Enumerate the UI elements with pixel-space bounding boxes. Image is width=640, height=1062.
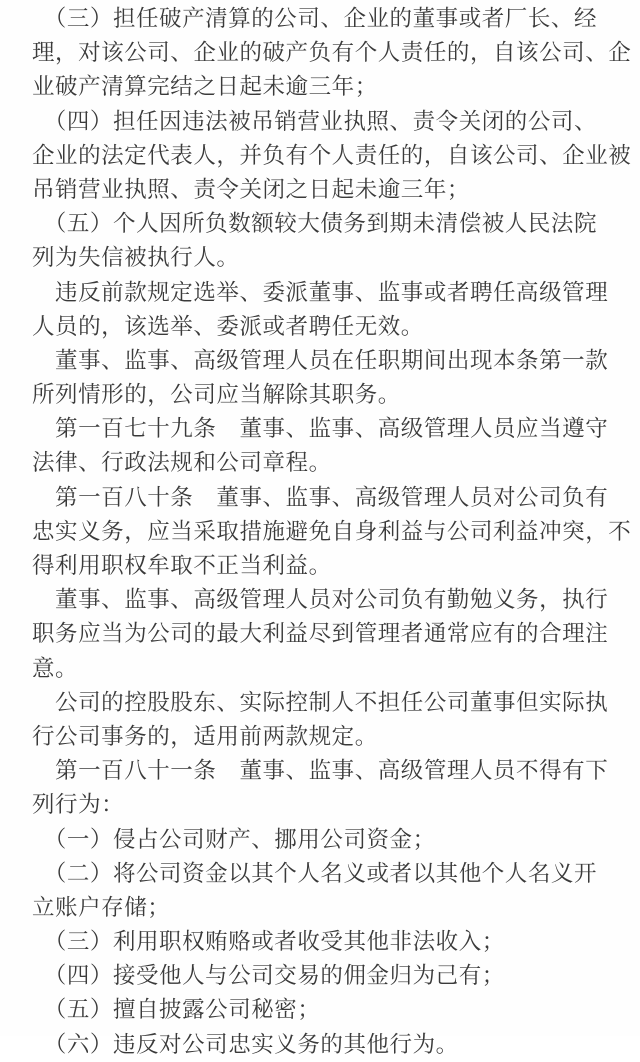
text-line: 企业的法定代表人，并负有个人责任的，自该公司、企业被 xyxy=(32,142,632,169)
text-line: （四）接受他人与公司交易的佣金归为己有； xyxy=(32,963,505,990)
text-line: 意。 xyxy=(32,655,79,682)
text-line: （五）个人因所负数额较大债务到期未清偿被人民法院 xyxy=(32,211,598,238)
text-line: 列行为： xyxy=(32,792,125,819)
text-line: （三）担任破产清算的公司、企业的董事或者厂长、经 xyxy=(32,6,598,32)
text-line: （五）擅自披露公司秘密； xyxy=(32,997,321,1024)
document-body xyxy=(32,2,632,1062)
text-line: 第一百八十条 董事、监事、高级管理人员对公司负有 xyxy=(32,484,609,511)
text-line: 人员的，该选举、委派或者聘任无效。 xyxy=(32,313,424,340)
text-line: 第一百八十一条 董事、监事、高级管理人员不得有下 xyxy=(32,758,609,785)
text-line: （六）违反对公司忠实义务的其他行为。 xyxy=(32,1031,459,1058)
text-line: （四）担任因违法被吊销营业执照、责令关闭的公司、 xyxy=(32,108,598,135)
text-line: （一）侵占公司财产、挪用公司资金； xyxy=(32,826,436,853)
text-line: 忠实义务，应当采取措施避免自身利益与公司利益冲突，不 xyxy=(32,518,632,545)
text-line: 公司的控股股东、实际控制人不担任公司董事但实际执 xyxy=(32,689,609,716)
text-line: 吊销营业执照、责令关闭之日起未逾三年； xyxy=(32,176,470,203)
text-line: 董事、监事、高级管理人员对公司负有勤勉义务，执行 xyxy=(32,587,609,614)
text-line: 行公司事务的，适用前两款规定。 xyxy=(32,723,378,750)
text-line: 立账户存储； xyxy=(32,894,171,921)
text-line: 列为失信被执行人。 xyxy=(32,245,240,272)
text-line: 法律、行政法规和公司章程。 xyxy=(32,450,332,477)
text-line: 业破产清算完结之日起未逾三年； xyxy=(32,74,378,101)
text-line: 理，对该公司、企业的破产负有个人责任的，自该公司、企 xyxy=(32,40,632,67)
text-line: （二）将公司资金以其个人名义或者以其他个人名义开 xyxy=(32,860,598,887)
text-line: 职务应当为公司的最大利益尽到管理者通常应有的合理注 xyxy=(32,621,609,648)
text-line: 第一百七十九条 董事、监事、高级管理人员应当遵守 xyxy=(32,416,609,443)
text-line: 违反前款规定选举、委派董事、监事或者聘任高级管理 xyxy=(32,279,609,306)
text-line: 所列情形的，公司应当解除其职务。 xyxy=(32,382,401,409)
text-line: 董事、监事、高级管理人员在任职期间出现本条第一款 xyxy=(32,347,609,374)
text-line: （三）利用职权贿赂或者收受其他非法收入； xyxy=(32,929,505,956)
text-line: 得利用职权牟取不正当利益。 xyxy=(32,553,332,579)
